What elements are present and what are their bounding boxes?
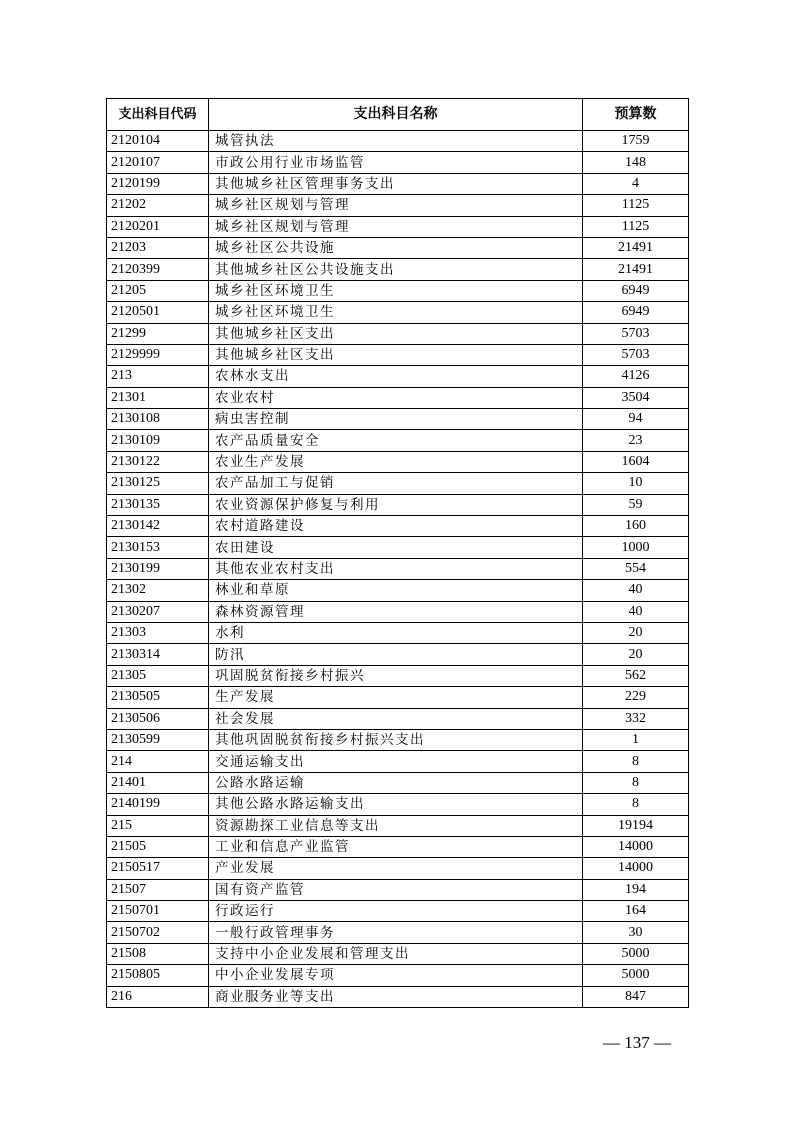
table-row — [107, 280, 689, 301]
cell-code: 21303 — [107, 622, 209, 643]
table-row — [107, 131, 689, 152]
table-body — [107, 131, 689, 1008]
cell-name: 城管执法 — [209, 131, 583, 152]
cell-name: 产业发展 — [209, 858, 583, 879]
cell-name: 生产发展 — [209, 687, 583, 708]
cell-amount: 4 — [583, 173, 689, 194]
cell-amount: 5000 — [583, 943, 689, 964]
cell-name: 交通运输支出 — [209, 751, 583, 772]
cell-name: 一般行政管理事务 — [209, 922, 583, 943]
cell-name: 森林资源管理 — [209, 601, 583, 622]
cell-name: 城乡社区规划与管理 — [209, 195, 583, 216]
table-row — [107, 558, 689, 579]
cell-name: 其他公路水路运输支出 — [209, 794, 583, 815]
table-row — [107, 430, 689, 451]
cell-name: 农产品加工与促销 — [209, 473, 583, 494]
cell-amount: 20 — [583, 622, 689, 643]
cell-code: 2130109 — [107, 430, 209, 451]
cell-code: 2140199 — [107, 794, 209, 815]
cell-name: 城乡社区规划与管理 — [209, 216, 583, 237]
table-row — [107, 815, 689, 836]
cell-amount: 19194 — [583, 815, 689, 836]
table-row — [107, 195, 689, 216]
table-row — [107, 751, 689, 772]
cell-code: 21507 — [107, 879, 209, 900]
cell-code: 2130314 — [107, 644, 209, 665]
table-row — [107, 387, 689, 408]
table-row — [107, 922, 689, 943]
cell-code: 2130122 — [107, 451, 209, 472]
cell-code: 2130108 — [107, 409, 209, 430]
table-row — [107, 516, 689, 537]
table-row — [107, 302, 689, 323]
cell-name: 病虫害控制 — [209, 409, 583, 430]
cell-code: 21205 — [107, 280, 209, 301]
cell-name: 农村道路建设 — [209, 516, 583, 537]
table-row — [107, 879, 689, 900]
cell-name: 其他巩固脱贫衔接乡村振兴支出 — [209, 729, 583, 750]
cell-code: 2129999 — [107, 344, 209, 365]
cell-amount: 1125 — [583, 195, 689, 216]
table-row — [107, 580, 689, 601]
cell-amount: 332 — [583, 708, 689, 729]
cell-amount: 562 — [583, 665, 689, 686]
cell-name: 其他城乡社区公共设施支出 — [209, 259, 583, 280]
cell-code: 2130142 — [107, 516, 209, 537]
table-row — [107, 216, 689, 237]
cell-name: 其他城乡社区支出 — [209, 344, 583, 365]
cell-amount: 847 — [583, 986, 689, 1007]
table-row — [107, 451, 689, 472]
table-row — [107, 494, 689, 515]
cell-code: 2120107 — [107, 152, 209, 173]
cell-name: 国有资产监管 — [209, 879, 583, 900]
table-row — [107, 665, 689, 686]
cell-amount: 1 — [583, 729, 689, 750]
cell-amount: 194 — [583, 879, 689, 900]
table-row — [107, 687, 689, 708]
cell-name: 公路水路运输 — [209, 772, 583, 793]
cell-name: 农业资源保护修复与利用 — [209, 494, 583, 515]
cell-name: 中小企业发展专项 — [209, 965, 583, 986]
cell-name: 行政运行 — [209, 901, 583, 922]
table-row — [107, 152, 689, 173]
cell-name: 农林水支出 — [209, 366, 583, 387]
cell-code: 21401 — [107, 772, 209, 793]
cell-code: 2130153 — [107, 537, 209, 558]
table-row — [107, 986, 689, 1007]
cell-code: 2130505 — [107, 687, 209, 708]
table-row — [107, 644, 689, 665]
cell-code: 2150702 — [107, 922, 209, 943]
table-row — [107, 173, 689, 194]
cell-name: 其他城乡社区支出 — [209, 323, 583, 344]
cell-amount: 10 — [583, 473, 689, 494]
cell-amount: 6949 — [583, 280, 689, 301]
cell-amount: 3504 — [583, 387, 689, 408]
cell-name: 巩固脱贫衔接乡村振兴 — [209, 665, 583, 686]
cell-name: 其他城乡社区管理事务支出 — [209, 173, 583, 194]
cell-code: 21299 — [107, 323, 209, 344]
cell-amount: 1125 — [583, 216, 689, 237]
cell-amount: 8 — [583, 794, 689, 815]
cell-amount: 8 — [583, 751, 689, 772]
cell-name: 农田建设 — [209, 537, 583, 558]
cell-name: 城乡社区公共设施 — [209, 237, 583, 258]
table-row — [107, 601, 689, 622]
cell-amount: 20 — [583, 644, 689, 665]
cell-code: 2120201 — [107, 216, 209, 237]
table-row — [107, 708, 689, 729]
table-row — [107, 237, 689, 258]
table-header — [107, 99, 689, 131]
cell-code: 21305 — [107, 665, 209, 686]
cell-code: 216 — [107, 986, 209, 1007]
cell-code: 2130135 — [107, 494, 209, 515]
table-row — [107, 901, 689, 922]
column-header-name: 支出科目名称 — [209, 99, 583, 131]
cell-name: 农业农村 — [209, 387, 583, 408]
cell-amount: 229 — [583, 687, 689, 708]
cell-name: 防汛 — [209, 644, 583, 665]
cell-amount: 5703 — [583, 344, 689, 365]
header-row — [107, 99, 689, 131]
cell-code: 21301 — [107, 387, 209, 408]
cell-amount: 554 — [583, 558, 689, 579]
cell-name: 商业服务业等支出 — [209, 986, 583, 1007]
table-row — [107, 622, 689, 643]
cell-amount: 164 — [583, 901, 689, 922]
cell-code: 2120399 — [107, 259, 209, 280]
cell-code: 21203 — [107, 237, 209, 258]
cell-amount: 1604 — [583, 451, 689, 472]
table-row — [107, 729, 689, 750]
cell-code: 21302 — [107, 580, 209, 601]
cell-amount: 5703 — [583, 323, 689, 344]
budget-table — [106, 98, 689, 1008]
cell-code: 2150517 — [107, 858, 209, 879]
cell-code: 214 — [107, 751, 209, 772]
table-row — [107, 473, 689, 494]
cell-amount: 1000 — [583, 537, 689, 558]
cell-amount: 1759 — [583, 131, 689, 152]
cell-amount: 8 — [583, 772, 689, 793]
cell-name: 社会发展 — [209, 708, 583, 729]
cell-code: 2120501 — [107, 302, 209, 323]
cell-code: 2150701 — [107, 901, 209, 922]
cell-amount: 40 — [583, 601, 689, 622]
cell-name: 市政公用行业市场监管 — [209, 152, 583, 173]
table-row — [107, 794, 689, 815]
cell-amount: 148 — [583, 152, 689, 173]
page-number: — 137 — — [603, 1033, 671, 1052]
cell-name: 资源勘探工业信息等支出 — [209, 815, 583, 836]
cell-amount: 30 — [583, 922, 689, 943]
cell-name: 农产品质量安全 — [209, 430, 583, 451]
cell-amount: 5000 — [583, 965, 689, 986]
cell-name: 支持中小企业发展和管理支出 — [209, 943, 583, 964]
table-row — [107, 323, 689, 344]
cell-code: 2150805 — [107, 965, 209, 986]
cell-code: 2130506 — [107, 708, 209, 729]
cell-amount: 21491 — [583, 237, 689, 258]
cell-amount: 23 — [583, 430, 689, 451]
cell-code: 2130125 — [107, 473, 209, 494]
column-header-amount: 预算数 — [583, 99, 689, 131]
cell-code: 2130599 — [107, 729, 209, 750]
table-row — [107, 366, 689, 387]
cell-name: 城乡社区环境卫生 — [209, 280, 583, 301]
table-row — [107, 858, 689, 879]
table-row — [107, 836, 689, 857]
cell-amount: 40 — [583, 580, 689, 601]
table-row — [107, 943, 689, 964]
cell-amount: 160 — [583, 516, 689, 537]
cell-code: 2130207 — [107, 601, 209, 622]
cell-amount: 21491 — [583, 259, 689, 280]
cell-code: 2130199 — [107, 558, 209, 579]
cell-amount: 6949 — [583, 302, 689, 323]
cell-code: 21505 — [107, 836, 209, 857]
cell-name: 林业和草原 — [209, 580, 583, 601]
table-row — [107, 259, 689, 280]
cell-code: 21508 — [107, 943, 209, 964]
table-row — [107, 537, 689, 558]
cell-code: 21202 — [107, 195, 209, 216]
table-row — [107, 409, 689, 430]
cell-name: 水利 — [209, 622, 583, 643]
cell-name: 工业和信息产业监管 — [209, 836, 583, 857]
cell-amount: 4126 — [583, 366, 689, 387]
table-row — [107, 772, 689, 793]
cell-name: 城乡社区环境卫生 — [209, 302, 583, 323]
table-row — [107, 344, 689, 365]
cell-amount: 94 — [583, 409, 689, 430]
column-header-code: 支出科目代码 — [107, 99, 209, 131]
cell-amount: 59 — [583, 494, 689, 515]
cell-name: 农业生产发展 — [209, 451, 583, 472]
cell-amount: 14000 — [583, 836, 689, 857]
cell-code: 2120104 — [107, 131, 209, 152]
cell-name: 其他农业农村支出 — [209, 558, 583, 579]
cell-code: 215 — [107, 815, 209, 836]
table-row — [107, 965, 689, 986]
cell-code: 2120199 — [107, 173, 209, 194]
cell-code: 213 — [107, 366, 209, 387]
cell-amount: 14000 — [583, 858, 689, 879]
